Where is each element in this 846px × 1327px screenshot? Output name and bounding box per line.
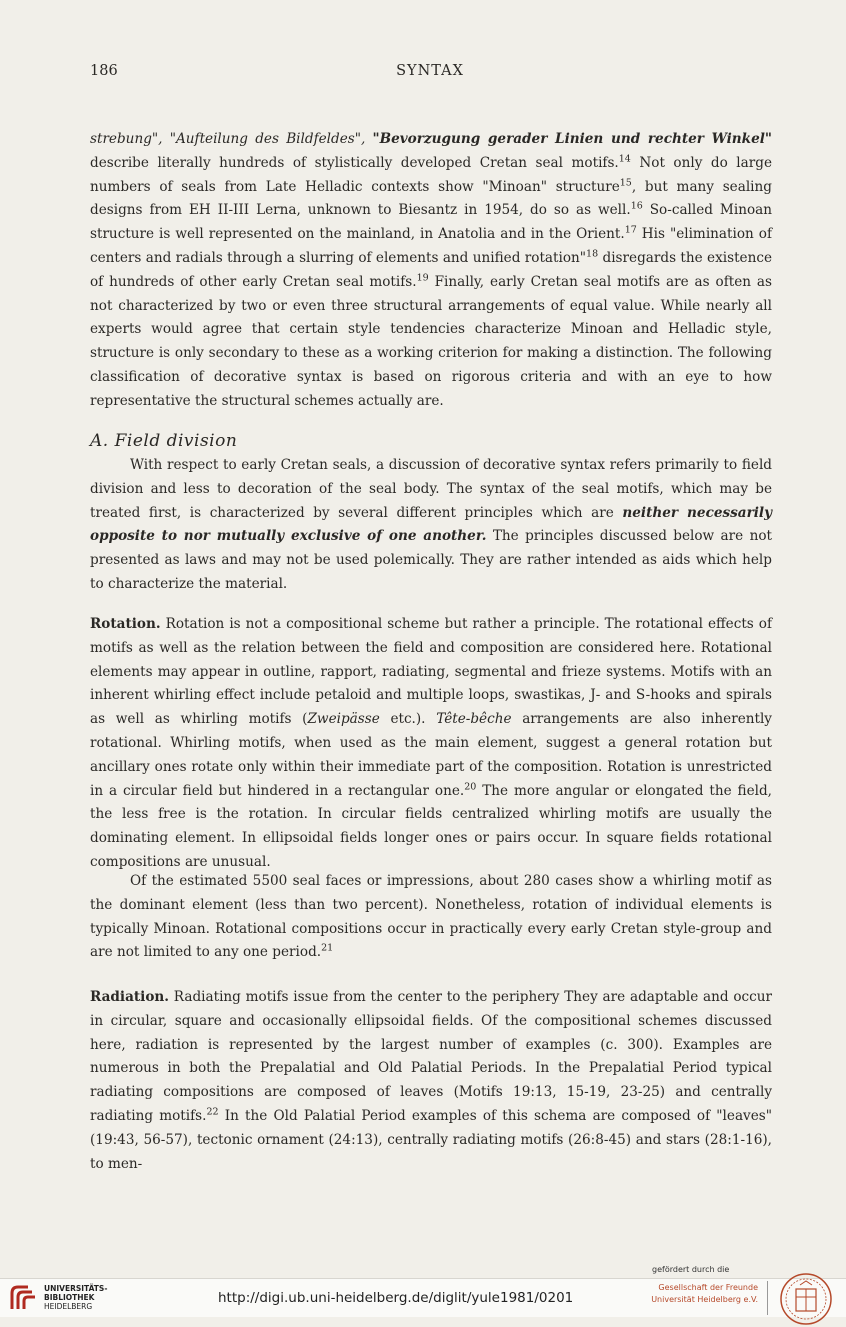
text-segment: Not only do large numbers of seals from Late Helladic contexts show "Minoan" structure xyxy=(90,154,772,195)
italic-term: Tête-bêche xyxy=(436,711,512,728)
quote-aufteilung: "Aufteilung des Bildfeldes", xyxy=(169,131,373,147)
text-segment: Rotation is not a compositional scheme but rather a principle. The rotational effects of motifs as well as the relation between the field and composition are considered here. Rotational elements may appear in outline, rapport, radiating, segmental and frieze systems. Motifs with an inherent whirling effect include petaloid and multiple loops, swastikas, J- and S-hooks and spirals as well as whirling motifs ( xyxy=(90,616,772,728)
text-segment: His "elimination of centers and radials through a slurring of elements and unified rotation" xyxy=(90,226,772,266)
text-segment: In the Old Palatial Period examples of this schema are composed of "leaves" (19:43, 56-57), tectonic ornament (24:13), centrally radiating motifs (26:8-45) and stars (28:1-16), to men- xyxy=(90,1107,773,1172)
text-segment: Finally, early Cretan seal motifs are as often as not characterized by two or even three structural arrangements of equal value. While nearly all experts would agree that certain style tendencies characterize Minoan and Helladic style, structure is only secondary to these as a working criterion for making a distinction. The following classification of decorative syntax is based on rigorous criteria and with an eye to how representative the structural schemes actually are. xyxy=(90,273,772,409)
text-segment: describe literally hundreds of stylistically developed Cretan seal motifs. xyxy=(90,154,619,171)
footnote-ref-18[interactable]: 18 xyxy=(586,248,599,260)
italic-term: Zweipässe xyxy=(307,711,380,728)
footnote-ref-14[interactable]: 14 xyxy=(618,153,631,165)
footnote-ref-17[interactable]: 17 xyxy=(624,224,637,236)
paragraph-rotation xyxy=(90,613,772,875)
text-segment: arrangements are also inherently rotational. Whirling motifs, when used as the main element, suggest a general rotation but ancillary ones rotate only within their immediate part of the composition. Rotation is unrestricted in a circular field but hindered in a rectangular one. xyxy=(90,711,772,799)
text-segment: The principles discussed below are not presented as laws and may not be used polemically. They are rather intended as aids which help to characterize the material. xyxy=(90,528,772,592)
paragraph-intro xyxy=(90,128,772,414)
text-segment: disregards the existence of hundreds of other early Cretan seal motifs. xyxy=(90,249,773,290)
footnote-ref-20[interactable]: 20 xyxy=(464,781,477,793)
text-segment: Radiating motifs issue from the center to the periphery They are adaptable and occur in circular, square and occasionally ellipsoidal fields. Of the compositional schemes discussed here, radiation is represented by the largest number of examples (c. 300). Examples are numerous in both the Prepalatial and Old Palatial Periods. In the Prepalatial Period typical radiating compositions are composed of leaves (Motifs 19:13, 15-19, 23-25) and centrally radiating motifs. xyxy=(90,989,772,1124)
quote-strebung: strebung", xyxy=(90,131,170,147)
paragraph-statistics xyxy=(90,870,772,965)
funded-by-label: gefördert durch die xyxy=(652,1265,730,1274)
library-line-1: UNIVERSITÄTS- xyxy=(44,1284,108,1293)
section-heading: A. Field division xyxy=(90,431,238,451)
emphasis-text: neither necessarily opposite to nor mutually exclusive of one another. xyxy=(90,504,772,545)
text-segment: Of the estimated 5500 seal faces or impressions, about 280 cases show a whirling motif as the dominant element (less than two percent). Nonetheless, rotation of individual elements is typically Minoan. Rotational compositions occur in practically every early Cretan style-group and are not limited to any one period. xyxy=(90,873,772,961)
library-name xyxy=(44,1284,107,1311)
text-segment: So-called Minoan structure is well represented on the mainland, in Anatolia and in the Orient. xyxy=(90,202,772,243)
university-seal-icon xyxy=(778,1271,834,1327)
ub-logo-icon xyxy=(8,1283,38,1313)
library-line-2: BIBLIOTHEK xyxy=(44,1293,95,1302)
quote-bevorzugung: "Bevorzugung gerader Linien und rechter Winkel" xyxy=(372,131,772,147)
running-title: SYNTAX xyxy=(396,63,464,79)
divider xyxy=(767,1281,768,1315)
library-line-3: HEIDELBERG xyxy=(44,1302,93,1311)
text-segment: etc.). xyxy=(379,711,437,728)
footnote-ref-16[interactable]: 16 xyxy=(630,200,643,212)
paragraph-radiation xyxy=(90,986,772,1176)
rotation-label: Rotation. xyxy=(90,616,161,632)
sponsor-line-1: Gesellschaft der Freunde xyxy=(658,1283,758,1292)
permalink[interactable]: http://digi.ub.uni-heidelberg.de/diglit/yule1981/0201 xyxy=(218,1290,574,1306)
paragraph-field-division xyxy=(90,454,772,597)
footnote-ref-21[interactable]: 21 xyxy=(321,942,334,954)
sponsor-name xyxy=(640,1282,758,1306)
page-number: 186 xyxy=(90,63,118,79)
text-segment: , but many sealing designs from EH II-III Lerna, unknown to Biesantz in 1954, do so as well. xyxy=(90,178,772,219)
radiation-label: Radiation. xyxy=(90,989,170,1005)
sponsor-line-2: Universität Heidelberg e.V. xyxy=(651,1295,758,1304)
footnote-ref-22[interactable]: 22 xyxy=(206,1106,219,1118)
text-segment: The more angular or elongated the field, the less free is the rotation. In circular fields centralized whirling motifs are usually the dominating element. In ellipsoidal fields longer ones or pairs occur. In square fields rotational compositions are unusual. xyxy=(90,782,773,870)
footnote-ref-19[interactable]: 19 xyxy=(416,272,429,284)
text-segment: With respect to early Cretan seals, a discussion of decorative syntax refers primarily to field division and less to decoration of the seal body. The syntax of the seal motifs, which may be treated first, is characterized by several different principles which are xyxy=(90,457,772,521)
footnote-ref-15[interactable]: 15 xyxy=(619,177,632,189)
digitization-footer xyxy=(0,1265,846,1317)
